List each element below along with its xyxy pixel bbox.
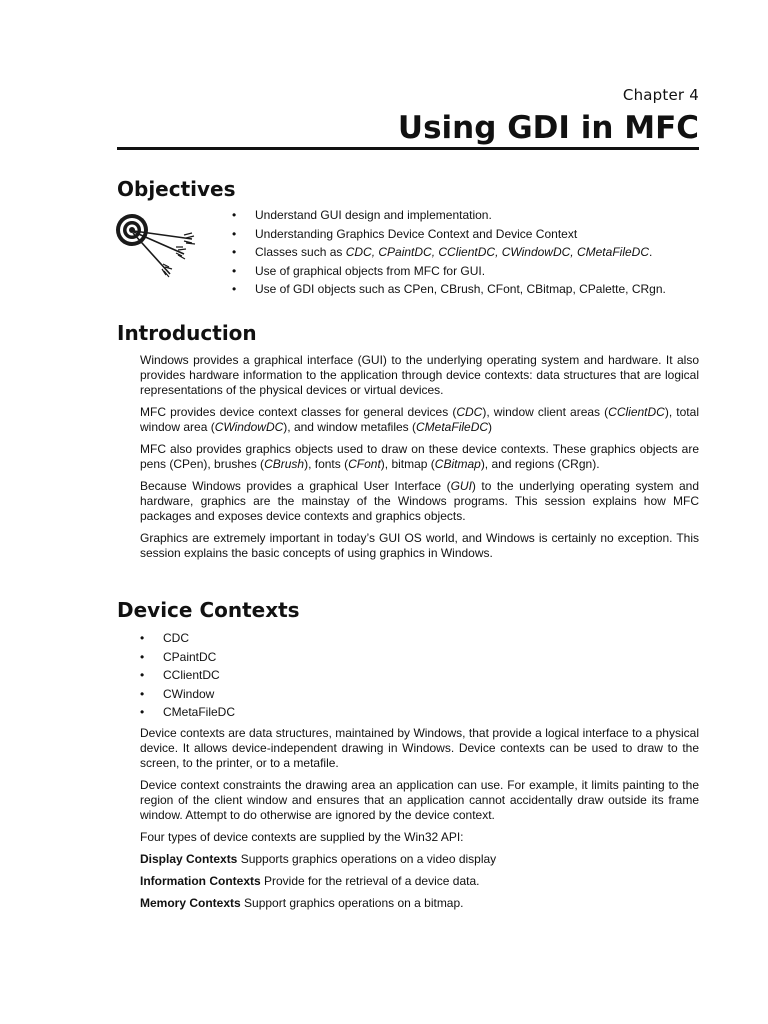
list-item: • CPaintDC (140, 648, 699, 667)
text-run: ), fonts ( (304, 457, 349, 471)
definition-list (140, 852, 699, 910)
paragraph: Graphics are extremely important in today’s GUI OS world, and Windows is certainly no exception. This session explains the basic concepts of using graphics in Windows. (140, 531, 699, 560)
introduction-body (140, 353, 699, 568)
paragraph (140, 405, 699, 435)
list-item (232, 243, 666, 262)
objectives-list (232, 206, 666, 299)
device-contexts-body (140, 629, 699, 918)
definition (140, 874, 699, 888)
class-name: CWindowDC (214, 420, 284, 434)
text-run: ), and regions (CRgn). (480, 457, 600, 471)
definition-text: Support graphics operations on a bitmap. (240, 895, 464, 910)
chapter-label: Chapter 4 (622, 86, 699, 104)
text-run: ), bitmap ( (380, 457, 435, 471)
text-run: ), total window area ( (140, 405, 699, 434)
text-run: ) to the underlying operating system and hardware, graphics are the mainstay of the Windows programs. This session explains how MFC packages and exposes device contexts and graphics objects. (140, 479, 699, 523)
class-name: CDC (456, 405, 483, 419)
paragraph: Windows provides a graphical interface (GUI) to the underlying operating system and hardware. It also provides hardware information to the application through device contexts: data structures that are logical representations of the physical devices or virtual devices. (140, 353, 699, 397)
text-run: ), and window metafiles ( (283, 420, 417, 434)
definition-term: Memory Contexts (140, 895, 241, 910)
list-item-text: Classes such as (255, 245, 346, 260)
paragraph: Device context constraints the drawing area an application can use. For example, it limits painting to the region of the client window and ensures that an application cannot accidentally draw outside its frame window. Attempt to do otherwise are ignored by the device context. (140, 777, 699, 822)
list-item: • CWindow (140, 685, 699, 704)
list-item: • CMetaFileDC (140, 703, 699, 722)
class-name: CFont (348, 457, 381, 471)
introduction-heading: Introduction (117, 321, 257, 345)
list-item: • Use of graphical objects from MFC for GUI. (232, 262, 666, 281)
text-run: MFC provides device context classes for general devices ( (140, 405, 457, 419)
text-run: ), window client areas ( (482, 405, 609, 419)
text-run: MFC also provides graphics objects used to draw on these device contexts. These graphics objects are pens (CPen), brushes ( (140, 442, 699, 471)
list-item: • Understanding Graphics Device Context and Device Context (232, 225, 666, 244)
definition-term: Information Contexts (140, 873, 261, 888)
definition-term: Display Contexts (140, 851, 238, 866)
target-with-arrows-icon (112, 208, 202, 288)
paragraph: Four types of device contexts are supplied by the Win32 API: (140, 829, 464, 844)
class-name: CClientDC (608, 405, 665, 419)
list-item-suffix: . (648, 245, 653, 260)
list-item: • CClientDC (140, 666, 699, 685)
title-rule (117, 147, 699, 150)
device-context-list (140, 629, 699, 722)
list-item: • Use of GDI objects such as CPen, CBrush, CFont, CBitmap, CPalette, CRgn. (232, 280, 666, 299)
paragraph: Device contexts are data structures, maintained by Windows, that provide a logical interface to a physical device. It allows device-independent drawing in Windows. Device contexts can be used to draw to the screen, to the printer, or to a metafile. (140, 725, 699, 770)
term: GUI (450, 479, 472, 493)
list-item: • Understand GUI design and implementation. (232, 206, 666, 225)
definition (140, 896, 699, 910)
page-title: Using GDI in MFC (397, 110, 699, 146)
definition (140, 852, 699, 866)
paragraph (140, 479, 699, 524)
definition-text: Provide for the retrieval of a device data. (260, 873, 480, 888)
paragraph (140, 442, 699, 472)
class-name: CBrush (264, 457, 305, 471)
class-name: CMetaFileDC (416, 420, 489, 434)
text-run: ) (488, 420, 493, 434)
class-name: CBitmap (434, 457, 481, 471)
class-names: CDC, CPaintDC, CClientDC, CWindowDC, CMetaFileDC (345, 245, 649, 260)
objectives-heading: Objectives (117, 177, 236, 201)
text-run: Because Windows provides a graphical User Interface ( (140, 479, 451, 493)
definition-text: Supports graphics operations on a video display (237, 851, 497, 866)
device-contexts-heading: Device Contexts (117, 598, 300, 622)
list-item: • CDC (140, 629, 699, 648)
